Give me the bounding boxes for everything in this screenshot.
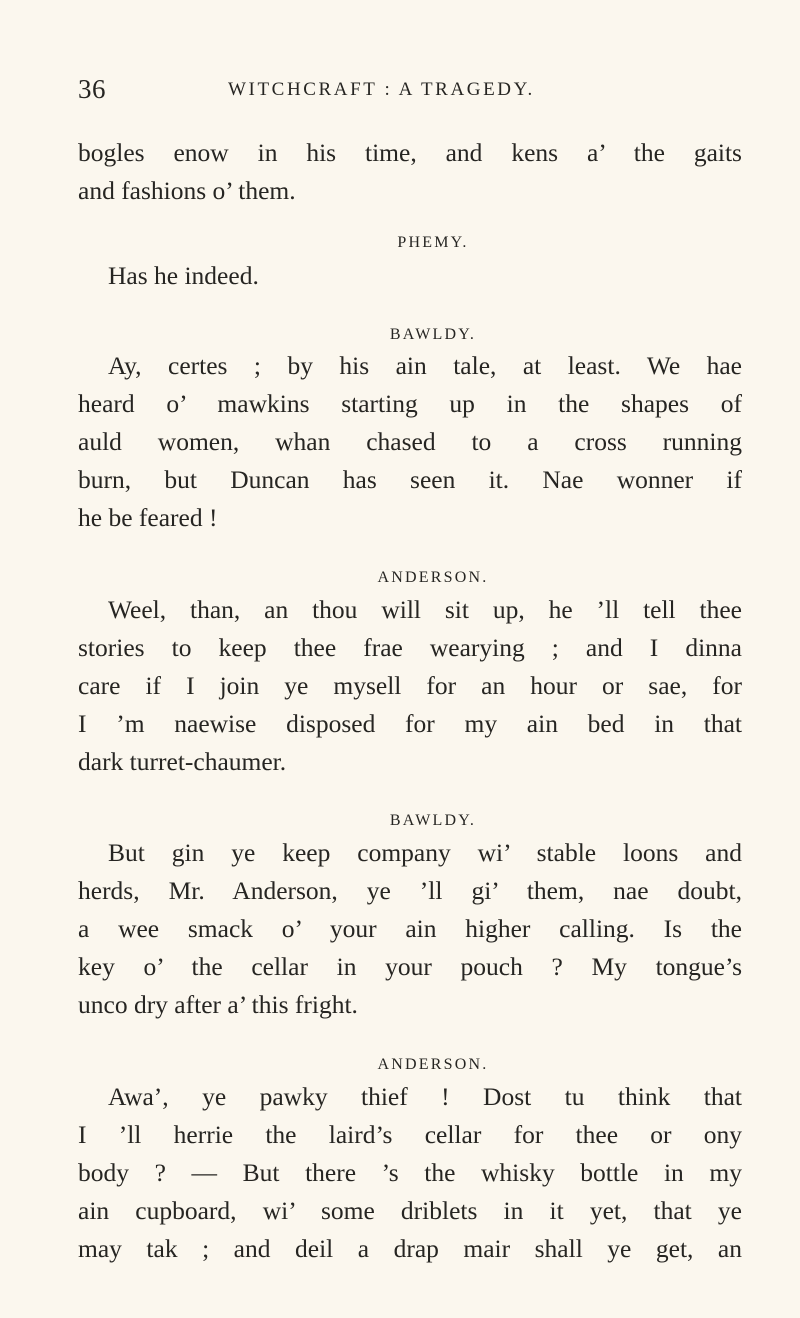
text-line: stories to keep thee frae wearying ; and I dinna [78, 633, 742, 662]
text-line: body ? — But there ’s the whisky bottle in my [78, 1158, 742, 1187]
text-line: Has he indeed. [108, 261, 259, 290]
text-line: care if I join ye mysell for an hour or sae, for [78, 671, 742, 700]
text-line: auld women, whan chased to a cross running [78, 427, 742, 456]
text-line: key o’ the cellar in your pouch ? My tongue’s [78, 952, 742, 981]
text-line: Weel, than, an thou will sit up, he ’ll tell thee [108, 595, 742, 624]
text-line: bogles enow in his time, and kens a’ the gaits [78, 138, 742, 167]
play-text [78, 134, 742, 1268]
running-head [78, 74, 738, 114]
speaker-name: ANDERSON. [377, 1056, 489, 1073]
text-line: dark turret-chaumer. [78, 747, 287, 776]
text-line: heard o’ mawkins starting up in the shapes of [78, 389, 742, 418]
text-line: I ’ll herrie the laird’s cellar for thee or ony [78, 1120, 742, 1149]
text-line: Awa’, ye pawky thief ! Dost tu think that [108, 1082, 742, 1111]
text-line: But gin ye keep company wi’ stable loons and [108, 838, 742, 867]
running-title: WITCHCRAFT : A TRAGEDY. [228, 79, 535, 100]
speaker-name: BAWLDY. [389, 326, 477, 343]
text-line: herds, Mr. Anderson, ye ’ll gi’ them, nae doubt, [78, 876, 742, 905]
text-line: may tak ; and deil a drap mair shall ye get, an [78, 1234, 742, 1263]
text-line: a wee smack o’ your ain higher calling. Is the [78, 914, 742, 943]
speaker-name: ANDERSON. [377, 569, 489, 586]
text-line: and fashions o’ them. [78, 176, 296, 205]
text-line: burn, but Duncan has seen it. Nae wonner if [78, 465, 742, 494]
text-line: unco dry after a’ this fright. [78, 990, 358, 1019]
speaker-name: BAWLDY. [389, 812, 477, 829]
page-number: 36 [78, 74, 106, 104]
text-line: Ay, certes ; by his ain tale, at least. We hae [108, 351, 742, 380]
speaker-name: PHEMY. [397, 234, 469, 251]
text-line: ain cupboard, wi’ some driblets in it yet, that ye [78, 1196, 742, 1225]
text-line: he be feared ! [78, 503, 218, 532]
text-line: I ’m naewise disposed for my ain bed in that [78, 709, 742, 738]
